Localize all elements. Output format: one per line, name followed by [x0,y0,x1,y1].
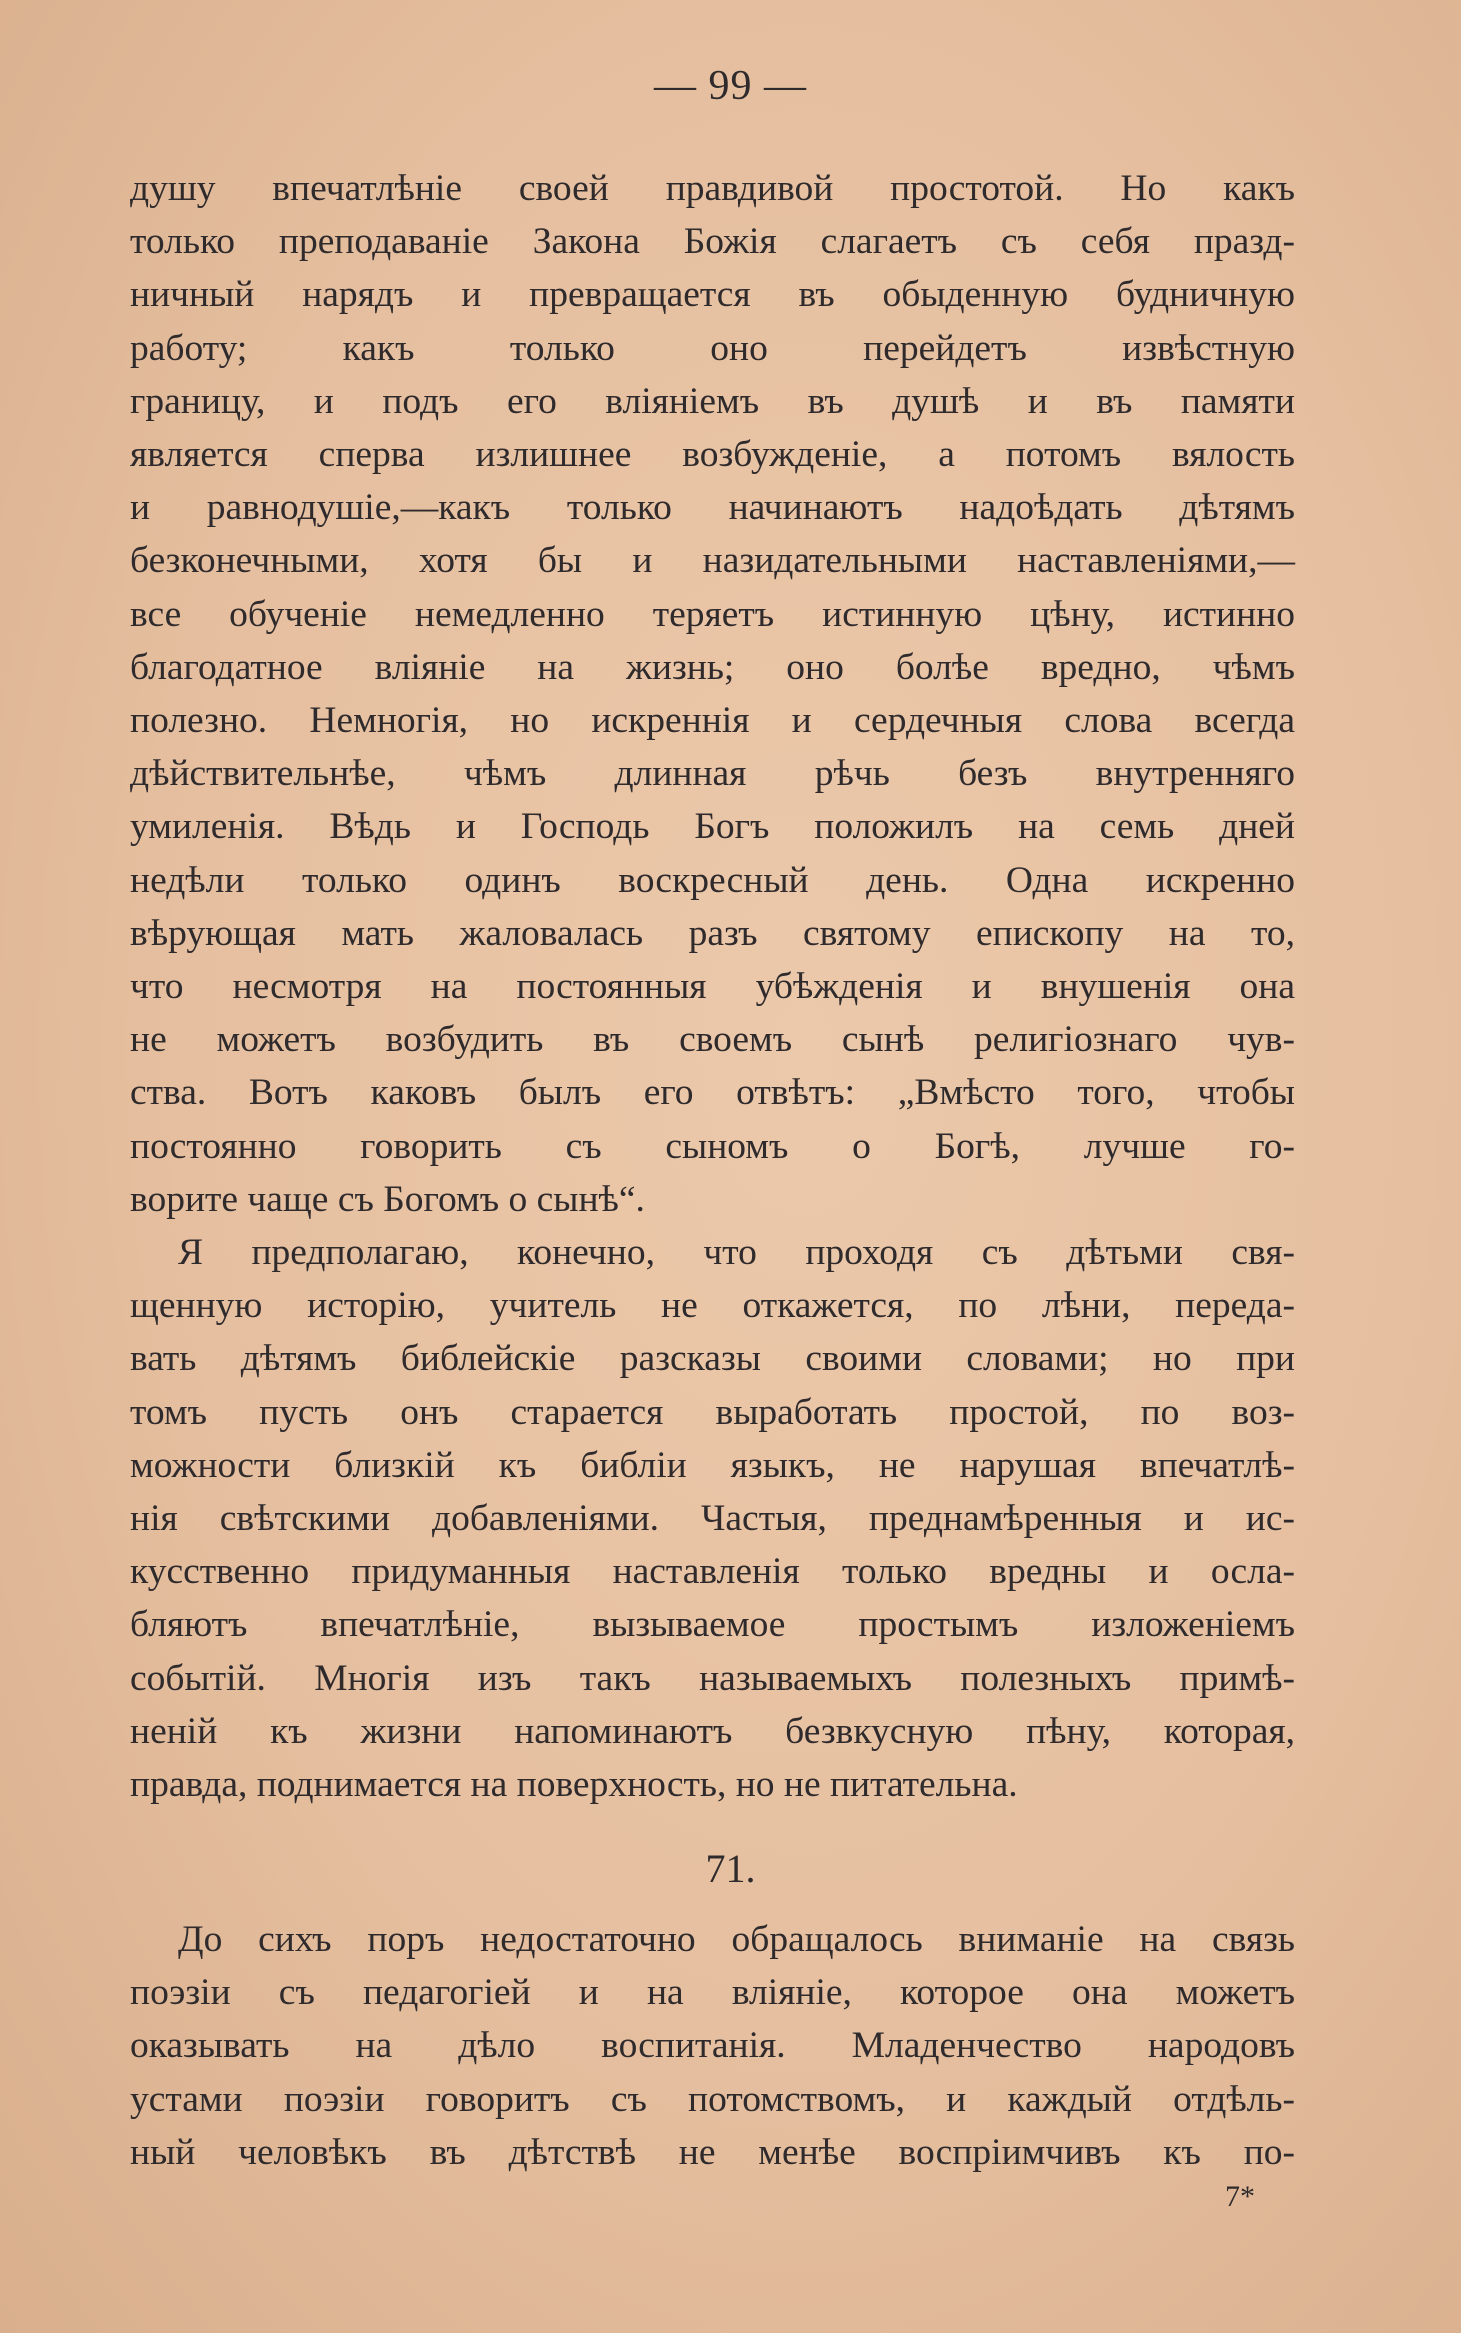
text-line: устами поэзіи говоритъ съ потомствомъ, и каждый отдѣль- [130,2078,1295,2120]
text-line: ный человѣкъ въ дѣтствѣ не менѣе воспріимчивъ къ по- [130,2131,1295,2173]
text-line: правда, поднимается на поверхность, но не питательна. [130,1764,1018,1806]
text-line: и равнодушіе,—какъ только начинаютъ надоѣдать дѣтямъ [130,487,1295,529]
text-line: безконечными, хотя бы и назидательными наставленіями,— [130,540,1295,582]
text-line: томъ пусть онъ старается выработать простой, по воз- [130,1391,1295,1433]
body-text-bottom [130,1913,1295,2179]
text-line: Я предполагаю, конечно, что проходя съ дѣтьми свя- [178,1232,1295,1274]
text-line: поэзіи съ педагогіей и на вліяніе, которое она можетъ [130,1972,1295,2014]
text-line: можности близкій къ библіи языкъ, не нарушая впечатлѣ- [130,1444,1295,1486]
text-line: бляютъ впечатлѣніе, вызываемое простымъ изложеніемъ [130,1604,1295,1646]
text-line: вѣрующая мать жаловалась разъ святому епископу на то, [130,912,1295,954]
text-line: дѣйствительнѣе, чѣмъ длинная рѣчь безъ внутренняго [130,753,1295,795]
text-line: границу, и подъ его вліяніемъ въ душѣ и въ памяти [130,380,1295,422]
text-line: оказывать на дѣло воспитанія. Младенчество народовъ [130,2025,1295,2067]
text-line: является сперва излишнее возбужденіе, а потомъ вялость [130,434,1295,476]
text-line: работу; какъ только оно перейдетъ извѣстную [130,327,1295,369]
body-text-top [130,162,1295,1811]
text-line: вать дѣтямъ библейскіе разсказы своими словами; но при [130,1338,1295,1380]
text-line: умиленія. Вѣдь и Господь Богъ положилъ на семь дней [130,806,1295,848]
text-line: кусственно придуманныя наставленія только вредны и осла- [130,1551,1295,1593]
text-line: душу впечатлѣніе своей правдивой простотой. Но какъ [130,168,1295,209]
text-line: событій. Многія изъ такъ называемыхъ полезныхъ примѣ- [130,1657,1295,1699]
section-number: 71. [705,1846,756,1891]
text-line: только преподаваніе Закона Божія слагаетъ съ себя празд- [130,221,1295,263]
text-line: полезно. Немногія, но искреннія и сердечныя слова всегда [130,700,1295,742]
text-line: ворите чаще съ Богомъ о сынѣ“. [130,1178,645,1220]
text-line: недѣли только одинъ воскресный день. Одна искренно [130,859,1295,901]
text-line: До сихъ поръ недостаточно обращалось вниманіе на связь [178,1919,1295,1960]
text-line: что несмотря на постоянныя убѣжденія и внушенія она [130,966,1295,1008]
text-line: постоянно говорить съ сыномъ о Богѣ, лучше го- [130,1125,1295,1167]
page-number: — 99 — [654,63,807,109]
text-line: нія свѣтскими добавленіями. Частыя, преднамѣренныя и ис- [130,1498,1295,1540]
text-line: не можетъ возбудить въ своемъ сынѣ религіознаго чув- [130,1019,1295,1061]
signature-mark: 7* [1225,2180,1255,2213]
text-line: неній къ жизни напоминаютъ безвкусную пѣну, которая, [130,1710,1295,1752]
text-line: щенную исторію, учитель не откажется, по лѣни, переда- [130,1285,1295,1327]
text-line: ства. Вотъ каковъ былъ его отвѣтъ: „Вмѣсто того, чтобы [130,1072,1295,1114]
text-line: благодатное вліяніе на жизнь; оно болѣе вредно, чѣмъ [130,646,1295,688]
text-line: ничный нарядъ и превращается въ обыденную будничную [130,274,1295,316]
text-line: все обученіе немедленно теряетъ истинную цѣну, истинно [130,593,1295,635]
